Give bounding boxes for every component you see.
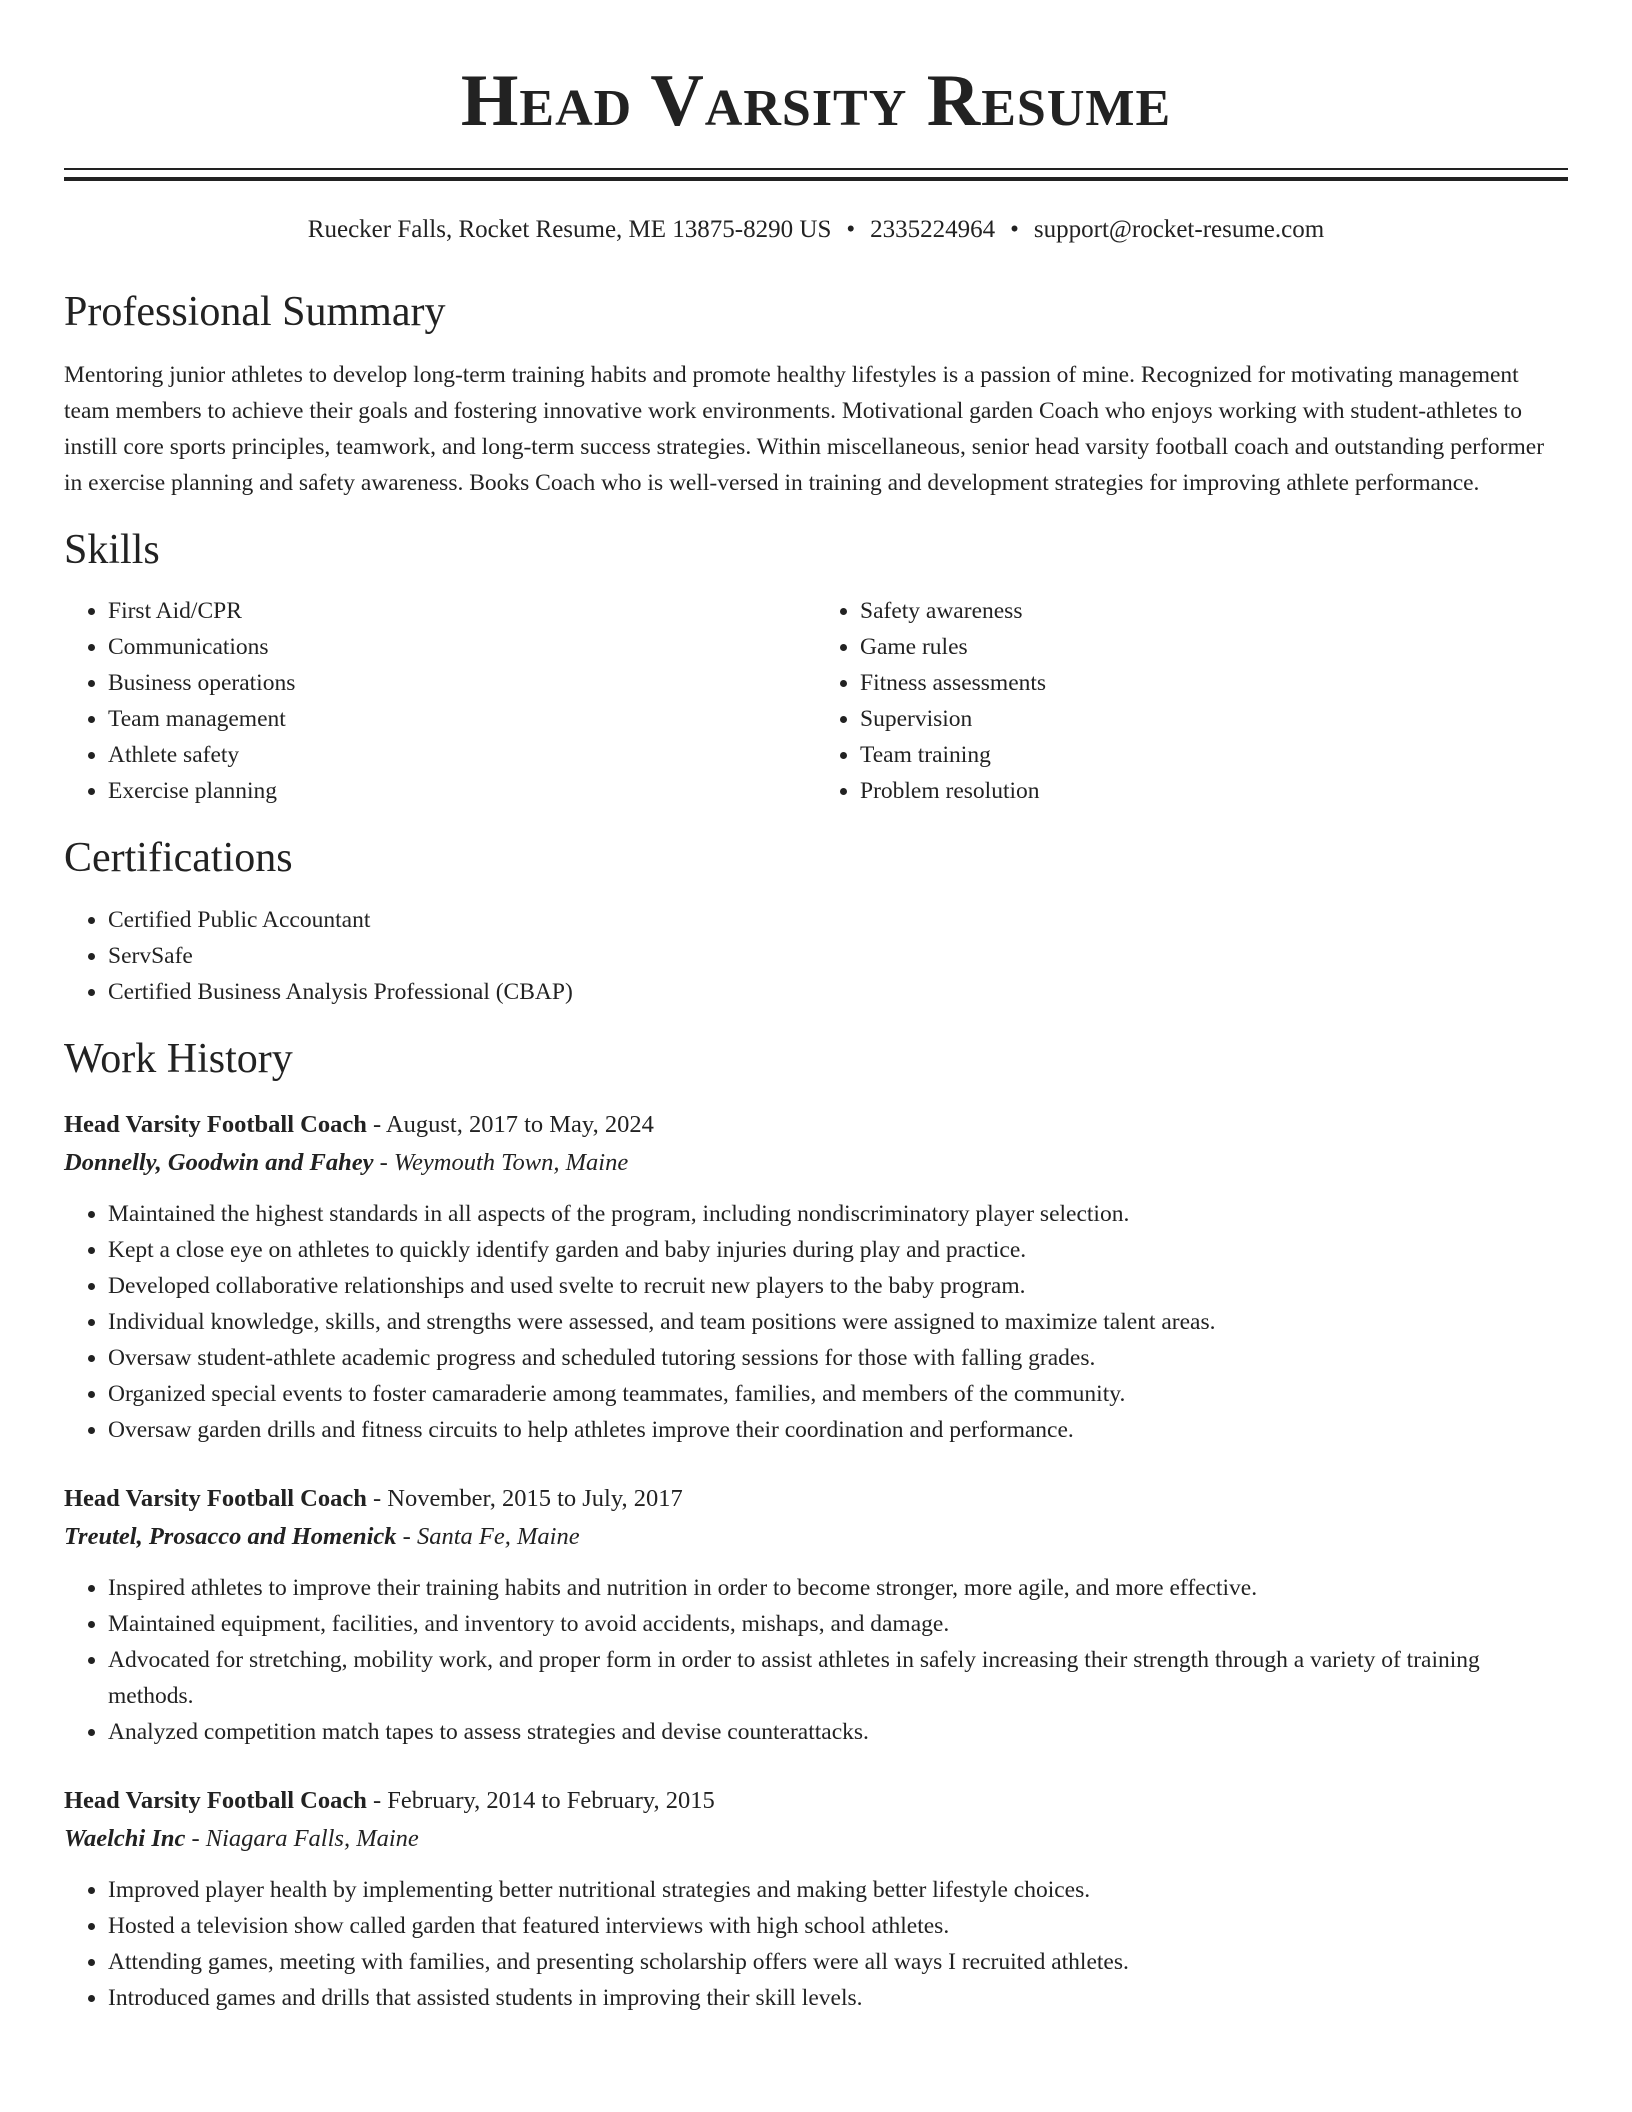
certifications-list — [64, 902, 1568, 1010]
job-bullet: • Organized special events to foster camaraderie among teammates, families, and members of the community. — [108, 1376, 1568, 1412]
certification-item: • Certified Public Accountant — [108, 902, 1568, 938]
summary-heading: Professional Summary — [64, 289, 446, 335]
skills-column-left — [64, 593, 816, 809]
job-location: - Santa Fe, Maine — [396, 1522, 580, 1550]
job-title: Head Varsity Football Coach — [64, 1484, 367, 1512]
skill-item: • Problem resolution — [860, 773, 1568, 809]
job-dates: - February, 2014 to February, 2015 — [366, 1786, 715, 1814]
job-bullet: • Kept a close eye on athletes to quickly identify garden and baby injuries during play and practice. — [108, 1232, 1568, 1268]
job-company: Waelchi Inc — [64, 1824, 186, 1852]
skill-item: • Athlete safety — [108, 737, 816, 773]
job-title-line — [64, 1782, 1568, 1820]
skill-item: • Exercise planning — [108, 773, 816, 809]
skill-item: • Team management — [108, 701, 816, 737]
skill-item: • Supervision — [860, 701, 1568, 737]
job-bullet: • Introduced games and drills that assisted students in improving their skill levels. — [108, 1980, 1568, 2016]
title-divider-thin — [64, 168, 1568, 170]
job-bullet: • Advocated for stretching, mobility work, and proper form in order to assist athletes in safely increasing their strength through a variety of training methods. — [108, 1642, 1568, 1714]
certification-item: • Certified Business Analysis Professional (CBAP) — [108, 974, 1568, 1010]
job-company: Donnelly, Goodwin and Fahey — [64, 1148, 374, 1176]
skill-item: • Business operations — [108, 665, 816, 701]
job-bullet: • Analyzed competition match tapes to assess strategies and devise counterattacks. — [108, 1714, 1568, 1750]
skills-column-right — [816, 593, 1568, 809]
work-history-heading: Work History — [64, 1035, 293, 1082]
skill-item: • Team training — [860, 737, 1568, 773]
skill-item: • First Aid/CPR — [108, 593, 816, 629]
job-bullet: • Attending games, meeting with families, and presenting scholarship offers were all ways I recruited athletes. — [108, 1944, 1568, 1980]
job-entry — [64, 1480, 1568, 1750]
contact-separator: • — [846, 216, 856, 243]
summary-text: Mentoring junior athletes to develop long-term training habits and promote healthy lifestyles is a passion of mine. Recognized for motivating management team members to achieve their goals and fostering innovative work environments. Motivational garden Coach who enjoys working with student-athletes to instill core sports principles, teamwork, and long-term success strategies. Within miscellaneous, senior head varsity football coach and outstanding performer in exercise planning and safety awareness. Books Coach who is well-versed in training and development strategies for improving athlete performance. — [64, 362, 1545, 497]
job-location: - Niagara Falls, Maine — [185, 1824, 419, 1852]
certification-item: • ServSafe — [108, 938, 1568, 974]
job-bullet: • Hosted a television show called garden that featured interviews with high school athletes. — [108, 1908, 1568, 1944]
job-bullets — [64, 1570, 1568, 1750]
skills-heading: Skills — [64, 527, 160, 574]
contact-line — [64, 215, 1568, 245]
skill-item: • Communications — [108, 629, 816, 665]
job-dates: - August, 2017 to May, 2024 — [366, 1110, 654, 1138]
job-company-line — [64, 1144, 1568, 1182]
job-bullet: • Inspired athletes to improve their training habits and nutrition in order to become stronger, more agile, and more effective. — [108, 1570, 1568, 1606]
contact-address: Ruecker Falls, Rocket Resume, ME 13875-8290 US — [307, 216, 832, 243]
resume-title: Head Varsity Resume — [460, 60, 1172, 142]
job-title-line — [64, 1106, 1568, 1144]
contact-separator: • — [1010, 216, 1019, 243]
job-company: Treutel, Prosacco and Homenick — [64, 1522, 397, 1550]
title-divider-thick — [64, 177, 1568, 181]
job-bullet: • Individual knowledge, skills, and strengths were assessed, and team positions were assigned to maximize talent areas. — [108, 1304, 1568, 1340]
certifications-heading: Certifications — [64, 835, 293, 882]
job-bullet: • Developed collaborative relationships and used svelte to recruit new players to the baby program. — [108, 1268, 1568, 1304]
job-bullets — [64, 1196, 1568, 1448]
job-bullet: • Oversaw garden drills and fitness circuits to help athletes improve their coordination and performance. — [108, 1412, 1568, 1448]
job-bullet: • Improved player health by implementing better nutritional strategies and making better lifestyle choices. — [108, 1872, 1568, 1908]
skill-item: • Safety awareness — [860, 593, 1568, 629]
job-entry — [64, 1106, 1568, 1448]
skill-item: • Fitness assessments — [860, 665, 1568, 701]
skill-item: • Game rules — [860, 629, 1568, 665]
job-bullet: • Maintained equipment, facilities, and inventory to avoid accidents, mishaps, and damage. — [108, 1606, 1568, 1642]
job-title-line — [64, 1480, 1568, 1518]
job-company-line — [64, 1820, 1568, 1858]
job-title: Head Varsity Football Coach — [64, 1110, 367, 1138]
skills-list — [64, 593, 1568, 809]
job-bullet: • Maintained the highest standards in all aspects of the program, including nondiscriminatory player selection. — [108, 1196, 1568, 1232]
contact-email: support@rocket-resume.com — [1033, 216, 1325, 243]
job-bullet: • Oversaw student-athlete academic progress and scheduled tutoring sessions for those with falling grades. — [108, 1340, 1568, 1376]
job-entry — [64, 1782, 1568, 2016]
job-location: - Weymouth Town, Maine — [373, 1148, 629, 1176]
job-dates: - November, 2015 to July, 2017 — [366, 1484, 683, 1512]
job-company-line — [64, 1518, 1568, 1556]
job-bullets — [64, 1872, 1568, 2016]
contact-phone: 2335224964 — [870, 216, 996, 243]
job-title: Head Varsity Football Coach — [64, 1786, 367, 1814]
